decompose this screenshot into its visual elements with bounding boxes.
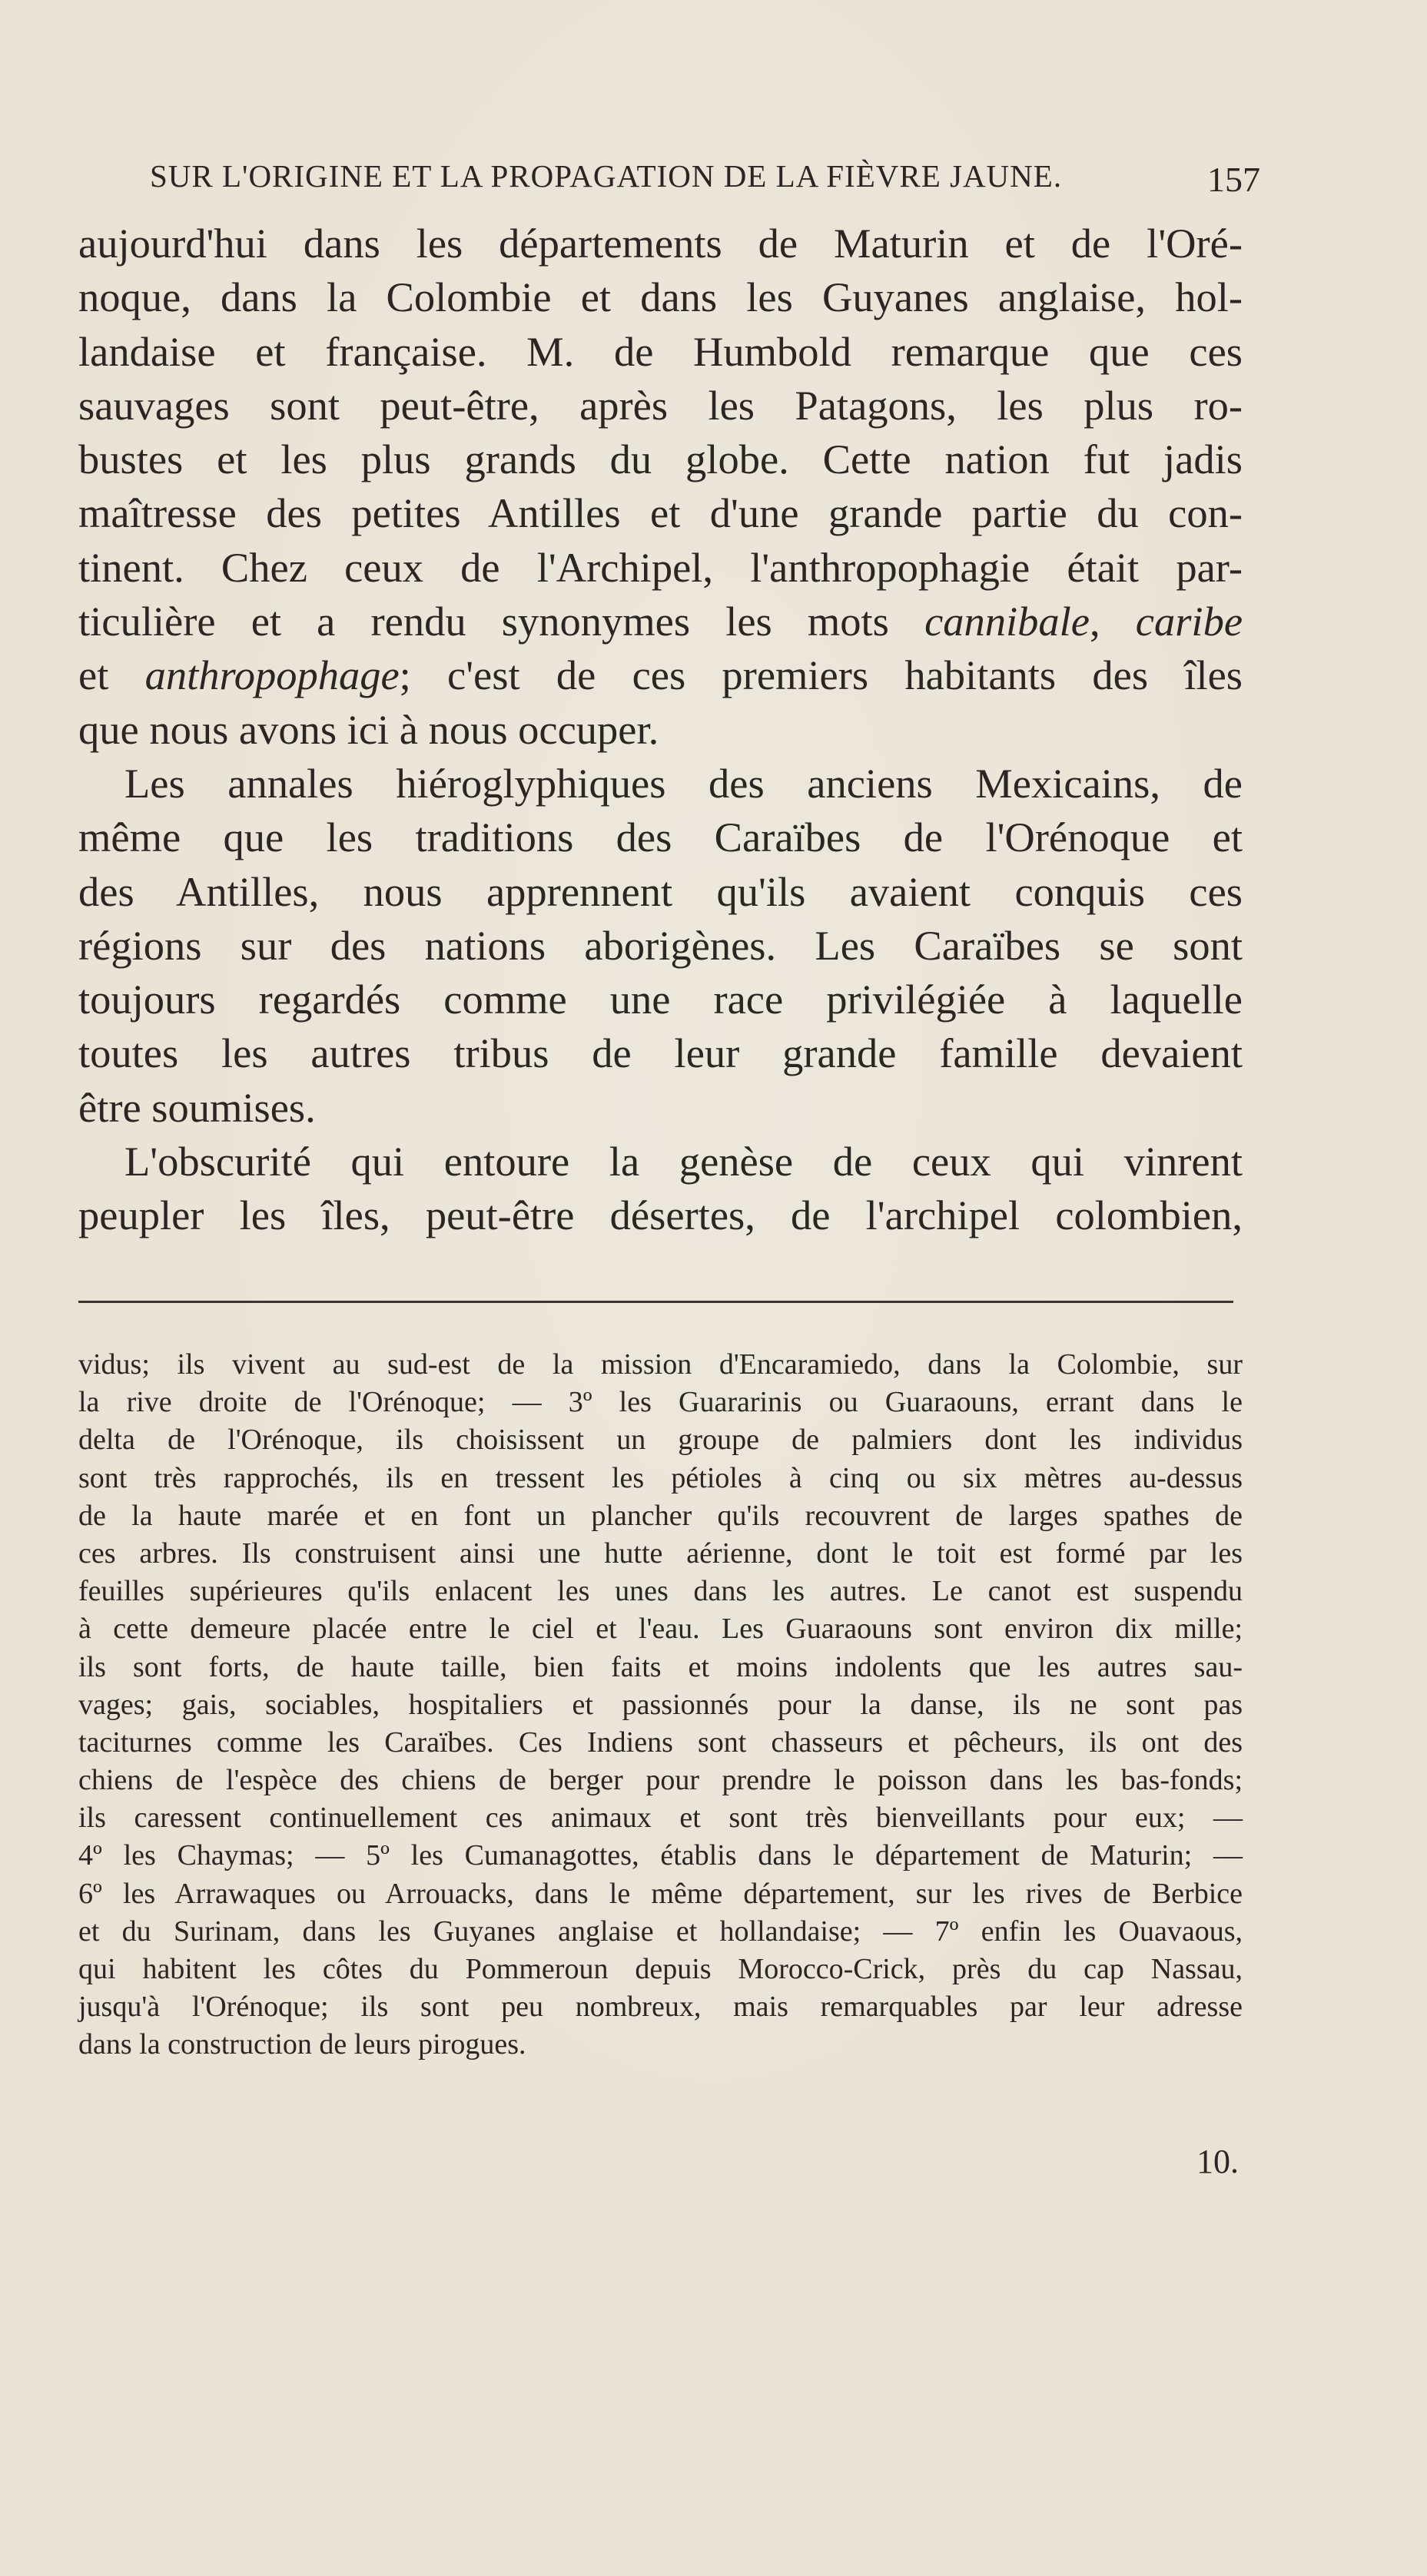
footnote-line: à cette demeure placée entre le ciel et l'eau. Les Guaraouns sont environ dix mille; xyxy=(78,1613,1243,1646)
italic-term-anthropophage: anthropophage xyxy=(144,651,400,699)
footnote-line: jusqu'à l'Orénoque; ils sont peu nombreux, mais remarquables par leur adresse xyxy=(78,1991,1243,2024)
footnote-line: taciturnes comme les Caraïbes. Ces Indiens sont chasseurs et pêcheurs, ils ont des xyxy=(78,1726,1243,1759)
text-line: des Antilles, nous apprennent qu'ils avaient conquis ces xyxy=(78,867,1243,915)
text-segment: ; c'est de ces premiers habitants des îles xyxy=(399,651,1243,699)
text-line: toujours regardés comme une race privilégiée à laquelle xyxy=(78,976,1243,1023)
main-text xyxy=(78,217,1243,1243)
footnote-line: qui habitent les côtes du Pommeroun depuis Morocco-Crick, près du cap Nassau, xyxy=(78,1953,1243,1985)
footnote-line: chiens de l'espèce des chiens de berger pour prendre le poisson dans les bas-fonds; xyxy=(78,1764,1243,1797)
footnote-line: de la haute marée et en font un plancher qu'ils recouvrent de larges spathes de xyxy=(78,1499,1243,1532)
italic-term-caribe: caribe xyxy=(1135,598,1243,645)
text-line: noque, dans la Colombie et dans les Guyanes anglaise, hol- xyxy=(78,274,1243,321)
text-line: tinent. Chez ceux de l'Archipel, l'anthropophagie était par- xyxy=(78,543,1243,591)
text-line: que nous avons ici à nous occuper. xyxy=(78,705,659,753)
footnote-line: ils caressent continuellement ces animaux et sont très bienveillants pour eux; — xyxy=(78,1802,1243,1835)
text-line: landaise et française. M. de Humbold remarque que ces xyxy=(78,327,1243,375)
footnote-rule xyxy=(78,1301,1233,1303)
text-segment: ticulière et a rendu synonymes les mots xyxy=(78,598,925,645)
footnote-line: et du Surinam, dans les Guyanes anglaise et hollandaise; — 7º enfin les Ouavaous, xyxy=(78,1915,1243,1948)
footnote-line: sont très rapprochés, ils en tressent les pétioles à cinq ou six mètres au-dessus xyxy=(78,1461,1243,1494)
footnote-line: la rive droite de l'Orénoque; — 3º les Guararinis ou Guaraouns, errant dans le xyxy=(78,1386,1243,1419)
running-head xyxy=(77,157,1260,204)
text-line: bustes et les plus grands du globe. Cette nation fut jadis xyxy=(78,436,1243,483)
signature-mark: 10. xyxy=(1196,2143,1239,2180)
text-line: peupler les îles, peut-être désertes, de l'archipel colombien, xyxy=(78,1192,1243,1239)
footnote-line: 4º les Chaymas; — 5º les Cumanagottes, établis dans le département de Maturin; — xyxy=(78,1839,1243,1872)
footnote-line: vidus; ils vivent au sud-est de la mission d'Encaramiedo, dans la Colombie, sur xyxy=(78,1348,1243,1381)
text-line: toutes les autres tribus de leur grande famille devaient xyxy=(78,1029,1243,1077)
footnote-line: dans la construction de leurs pirogues. xyxy=(78,2028,526,2061)
text-line: même que les traditions des Caraïbes de l'Orénoque et xyxy=(78,814,1243,861)
text-segment: , xyxy=(1089,598,1136,645)
footnote-line: ces arbres. Ils construisent ainsi une hutte aérienne, dont le toit est formé par les xyxy=(78,1537,1243,1570)
footnote-line: feuilles supérieures qu'ils enlacent les unes dans les autres. Le canot est suspendu xyxy=(78,1575,1243,1608)
text-line: aujourd'hui dans les départements de Maturin et de l'Oré- xyxy=(78,220,1243,267)
text-line: Les annales hiéroglyphiques des anciens Mexicains, de xyxy=(124,759,1243,807)
footnote-line: 6º les Arrawaques ou Arrouacks, dans le même département, sur les rives de Berbice xyxy=(78,1877,1243,1910)
text-line: maîtresse des petites Antilles et d'une grande partie du con- xyxy=(78,489,1243,537)
text-line xyxy=(78,595,1243,648)
footnotes xyxy=(78,1346,1243,2064)
text-line: sauvages sont peut-être, après les Patagons, les plus ro- xyxy=(78,381,1243,429)
footnote-line: vages; gais, sociables, hospitaliers et passionnés pour la danse, ils ne sont pas xyxy=(78,1688,1243,1721)
running-title: SUR L'ORIGINE ET LA PROPAGATION DE LA FIÈVRE JAUNE. xyxy=(150,158,1063,194)
text-segment: et xyxy=(78,651,145,699)
footnote-line: delta de l'Orénoque, ils choisissent un groupe de palmiers dont les individus xyxy=(78,1424,1243,1457)
page-number: 157 xyxy=(1207,160,1260,199)
text-line: L'obscurité qui entoure la genèse de ceux qui vinrent xyxy=(124,1138,1243,1185)
text-line: être soumises. xyxy=(78,1083,316,1131)
text-line: régions sur des nations aborigènes. Les Caraïbes se sont xyxy=(78,921,1243,969)
text-line xyxy=(78,648,1243,702)
italic-term-cannibale: cannibale xyxy=(924,598,1090,645)
footnote-line: ils sont forts, de haute taille, bien faits et moins indolents que les autres sau- xyxy=(78,1650,1243,1683)
